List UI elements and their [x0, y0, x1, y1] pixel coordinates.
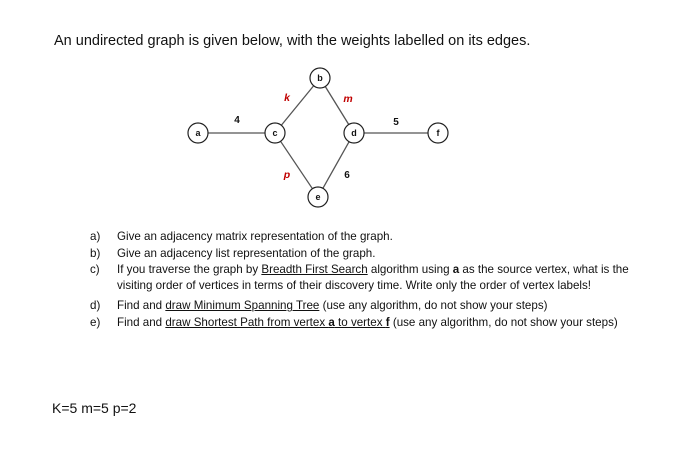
question-marker: b)	[90, 246, 101, 260]
question-item	[90, 315, 650, 331]
given-values: K=5 m=5 p=2	[52, 400, 137, 416]
edge-weight-d-f: 5	[393, 117, 399, 128]
question-text: Give an adjacency list representation of the graph.	[117, 246, 376, 260]
question-text: a	[328, 315, 335, 329]
question-list	[90, 229, 650, 332]
question-marker: d)	[90, 299, 101, 313]
question-text: draw Shortest Path from vertex	[165, 315, 329, 329]
node-f	[428, 123, 448, 143]
question-item	[90, 298, 650, 314]
question-text: a	[452, 263, 460, 277]
edge-weight-a-c: 4	[234, 115, 240, 126]
question-marker: a)	[90, 230, 101, 243]
edge-weight-c-b: k	[284, 92, 290, 104]
question-text: algorithm using	[367, 263, 453, 277]
edge-weight-c-e: p	[283, 169, 291, 181]
question-item	[90, 246, 650, 262]
intro-text: An undirected graph is given below, with the weights labelled on its edges.	[54, 33, 531, 49]
question-item	[90, 262, 650, 293]
edge-weight-b-d: m	[343, 93, 353, 105]
question-item	[90, 229, 650, 245]
question-text: (use any algorithm, do not show your steps)	[319, 299, 548, 313]
node-b	[310, 68, 330, 88]
node-label-f: f	[436, 128, 440, 139]
question-text: If you traverse the graph by	[117, 263, 262, 277]
node-c	[265, 123, 285, 143]
question-text: (use any algorithm, do not show your steps)	[389, 315, 618, 329]
question-text: Breadth First Search	[261, 263, 368, 277]
question-text: draw Minimum Spanning Tree	[165, 299, 320, 313]
question-text: Give an adjacency matrix representation of the graph.	[117, 230, 393, 243]
node-e	[308, 187, 328, 207]
node-label-e: e	[315, 192, 321, 203]
node-label-a: a	[195, 128, 201, 139]
question-text: Find and	[117, 299, 166, 313]
question-text: as the source vertex, what is the visiting order of vertices in terms of their discovery time. Write only the order of vertex labels!	[117, 263, 629, 292]
node-a	[188, 123, 208, 143]
graph-nodes	[188, 68, 448, 207]
question-marker: c)	[90, 263, 100, 277]
edge-c-e	[281, 141, 313, 188]
node-d	[344, 123, 364, 143]
graph-edges	[208, 86, 428, 189]
edge-weight-e-d: 6	[344, 170, 350, 181]
node-label-b: b	[317, 73, 323, 84]
question-marker: e)	[90, 315, 101, 329]
edge-weights	[234, 92, 399, 181]
node-label-c: c	[272, 128, 278, 139]
question-text: to vertex	[334, 315, 386, 329]
question-text: f	[385, 315, 390, 329]
edge-e-d	[323, 142, 349, 189]
question-text: Find and	[117, 315, 166, 329]
node-label-d: d	[351, 128, 357, 139]
